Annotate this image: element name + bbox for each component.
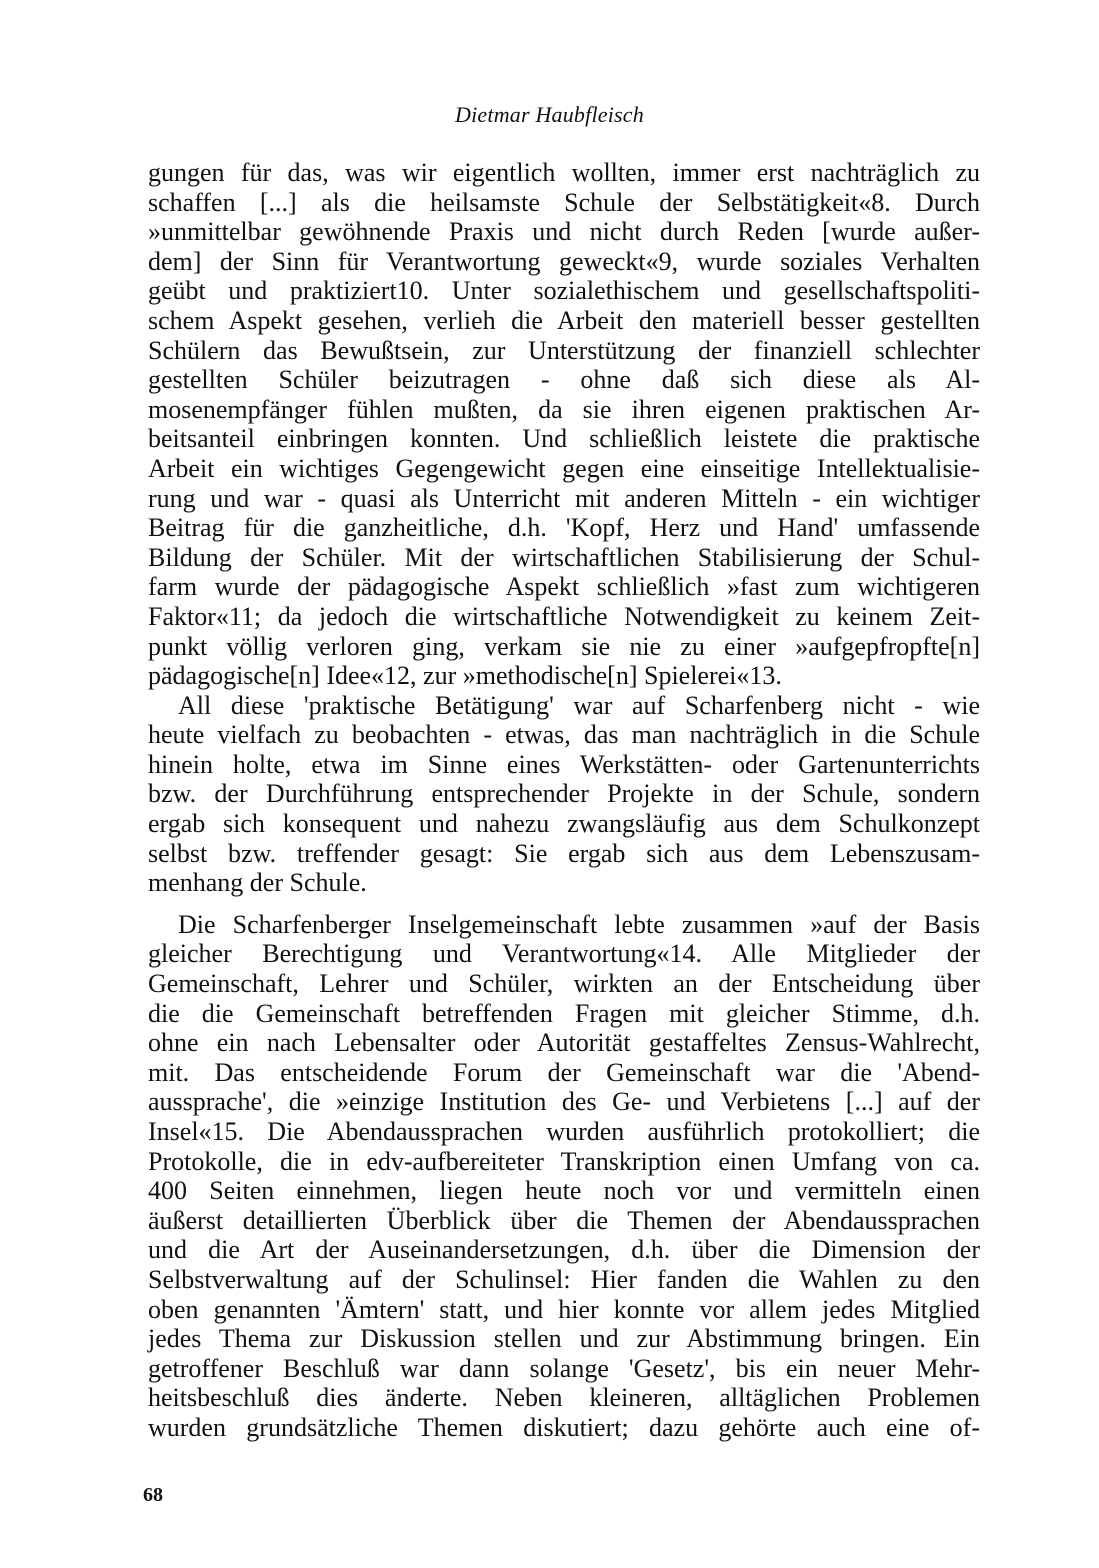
text-line: All diese 'praktische Betätigung' war auf Scharfenberg nicht - wie bbox=[178, 690, 980, 720]
text-line: mit. Das entscheidende Forum der Gemeinschaft war die 'Abend- bbox=[148, 1057, 980, 1087]
text-line: ohne ein nach Lebensalter oder Autorität gestaffeltes Zensus-Wahlrecht, bbox=[148, 1028, 980, 1058]
text-line: hinein holte, etwa im Sinne eines Werkstätten- oder Gartenunterrichts bbox=[148, 749, 980, 779]
text-line: Faktor«11; da jedoch die wirtschaftliche Notwendigkeit zu keinem Zeit- bbox=[148, 601, 980, 631]
text-line: gleicher Berechtigung und Verantwortung«14. Alle Mitglieder der bbox=[148, 939, 980, 969]
text-line: mosenempfänger fühlen mußten, da sie ihren eigenen praktischen Ar- bbox=[148, 394, 980, 424]
text-line: rung und war - quasi als Unterricht mit anderen Mitteln - ein wichtiger bbox=[148, 483, 980, 513]
text-line: gungen für das, was wir eigentlich wollten, immer erst nachträglich zu bbox=[148, 158, 980, 187]
text-line: und die Art der Auseinandersetzungen, d.h. über die Dimension der bbox=[148, 1235, 980, 1265]
text-line: Schülern das Bewußtsein, zur Unterstützung der finanziell schlechter bbox=[148, 335, 980, 365]
paragraph bbox=[148, 158, 980, 691]
text-line: ergab sich konsequent und nahezu zwangsläufig aus dem Schulkonzept bbox=[148, 809, 980, 839]
running-head: Dietmar Haubfleisch bbox=[455, 102, 644, 127]
text-line: 400 Seiten einnehmen, liegen heute noch vor und vermitteln einen bbox=[148, 1176, 980, 1206]
text-line: bzw. der Durchführung entsprechender Projekte in der Schule, sondern bbox=[148, 779, 980, 809]
text-line: »unmittelbar gewöhnende Praxis und nicht durch Reden [wurde außer- bbox=[148, 217, 980, 247]
text-line: Selbstverwaltung auf der Schulinsel: Hier fanden die Wahlen zu den bbox=[148, 1264, 980, 1294]
body-text bbox=[148, 158, 980, 1443]
text-line: Die Scharfenberger Inselgemeinschaft lebte zusammen »auf der Basis bbox=[178, 909, 980, 939]
text-line: dem] der Sinn für Verantwortung geweckt«9, wurde soziales Verhalten bbox=[148, 246, 980, 276]
text-line: schem Aspekt gesehen, verlieh die Arbeit den materiell besser gestellten bbox=[148, 305, 980, 335]
text-line: jedes Thema zur Diskussion stellen und zur Abstimmung bringen. Ein bbox=[148, 1324, 980, 1354]
text-line: gestellten Schüler beizutragen - ohne daß sich diese als Al- bbox=[148, 365, 980, 395]
text-line: Gemeinschaft, Lehrer und Schüler, wirkten an der Entscheidung über bbox=[148, 969, 980, 999]
text-line: die die Gemeinschaft betreffenden Fragen mit gleicher Stimme, d.h. bbox=[148, 998, 980, 1028]
text-line: pädagogische[n] Idee«12, zur »methodische[n] Spielerei«13. bbox=[148, 661, 782, 691]
text-line: äußerst detaillierten Überblick über die Themen der Abendaussprachen bbox=[148, 1205, 980, 1235]
text-line: Beitrag für die ganzheitliche, d.h. 'Kopf, Herz und Hand' umfassende bbox=[148, 513, 980, 543]
page-number: 68 bbox=[143, 1484, 163, 1506]
text-line: wurden grundsätzliche Themen diskutiert; dazu gehörte auch eine of- bbox=[148, 1412, 980, 1442]
text-line: Insel«15. Die Abendaussprachen wurden ausführlich protokolliert; die bbox=[148, 1117, 980, 1146]
text-line: punkt völlig verloren ging, verkam sie nie zu einer »aufgepfropfte[n] bbox=[148, 631, 980, 661]
text-line: aussprache', die »einzige Institution des Ge- und Verbietens [...] auf der bbox=[148, 1087, 980, 1117]
text-line: beitsanteil einbringen konnten. Und schließlich leistete die praktische bbox=[148, 424, 980, 454]
text-line: geübt und praktiziert10. Unter sozialethischem und gesellschaftspoliti- bbox=[148, 276, 980, 306]
paragraph-gap bbox=[148, 898, 980, 910]
paragraph bbox=[148, 910, 980, 1443]
text-line: farm wurde der pädagogische Aspekt schließlich »fast zum wichtigeren bbox=[148, 572, 980, 602]
text-line: Protokolle, die in edv-aufbereiteter Transkription einen Umfang von ca. bbox=[148, 1146, 980, 1176]
text-line: getroffener Beschluß war dann solange 'Gesetz', bis ein neuer Mehr- bbox=[148, 1353, 980, 1383]
text-line: heute vielfach zu beobachten - etwas, das man nachträglich in die Schule bbox=[148, 720, 980, 750]
text-line: Bildung der Schüler. Mit der wirtschaftlichen Stabilisierung der Schul- bbox=[148, 542, 980, 572]
paragraph bbox=[148, 691, 980, 898]
text-line: heitsbeschluß dies änderte. Neben kleineren, alltäglichen Problemen bbox=[148, 1383, 980, 1413]
text-line: Arbeit ein wichtiges Gegengewicht gegen eine einseitige Intellektualisie- bbox=[148, 453, 980, 483]
text-line: schaffen [...] als die heilsamste Schule der Selbstätigkeit«8. Durch bbox=[148, 187, 980, 217]
text-line: oben genannten 'Ämtern' statt, und hier konnte vor allem jedes Mitglied bbox=[148, 1294, 980, 1324]
text-line: menhang der Schule. bbox=[148, 868, 367, 898]
text-line: selbst bzw. treffender gesagt: Sie ergab sich aus dem Lebenszusam- bbox=[148, 838, 980, 868]
